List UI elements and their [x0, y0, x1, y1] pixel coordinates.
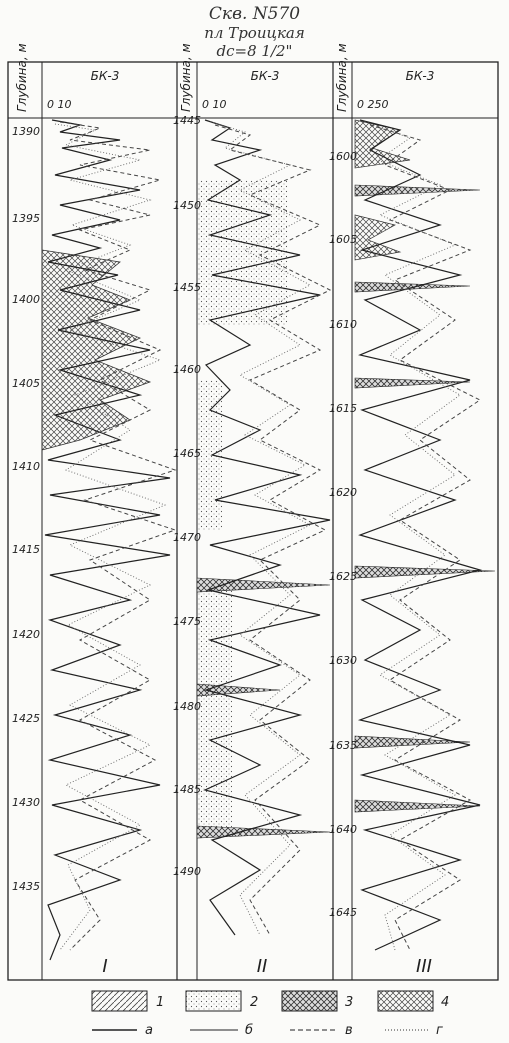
depth-header-2: Глубина, м	[179, 43, 193, 112]
legend-letter-g: г	[436, 1023, 443, 1038]
depth-label-2-8: 1485	[173, 783, 201, 796]
cross-band-2a	[197, 578, 330, 592]
dotted-zone-2c	[197, 590, 232, 830]
numeral-1: I	[102, 956, 108, 977]
cross-band-3a	[355, 185, 480, 196]
well-title: Скв. N570	[208, 4, 301, 24]
legend-swatch-4	[378, 991, 433, 1011]
area-title: пл Троицкая	[204, 24, 305, 42]
legend-letter-v: в	[345, 1023, 353, 1038]
depth-label-3-1: 1605	[329, 233, 357, 246]
diameter-title: dc=8 1/2"	[216, 42, 293, 60]
depth-label-3-8: 1640	[329, 823, 357, 836]
depth-header-1: Глубина, м	[15, 43, 29, 112]
depth-label-2-9: 1490	[173, 865, 201, 878]
legend-lines	[92, 1023, 443, 1038]
crosshatch-zone-3b	[355, 215, 400, 260]
depth-label-1-0: 1390	[12, 125, 40, 138]
crosshatch-zone-1	[42, 250, 150, 450]
depth-label-1-2: 1400	[12, 293, 40, 306]
legend-num-1: 1	[156, 995, 165, 1010]
depth-label-1-8: 1430	[12, 796, 40, 809]
scale-2: 0 10	[202, 98, 227, 111]
depth-label-3-7: 1635	[329, 739, 357, 752]
legend-letter-b: б	[245, 1023, 254, 1038]
legend-swatch-3	[282, 991, 337, 1011]
numeral-3: III	[416, 956, 432, 977]
column-2	[173, 43, 333, 980]
depth-label-1-6: 1420	[12, 628, 40, 641]
depth-label-3-4: 1620	[329, 486, 357, 499]
cross-band-3f	[355, 800, 480, 812]
depth-label-2-2: 1455	[173, 281, 201, 294]
cross-band-3e	[355, 736, 470, 748]
depth-label-3-0: 1600	[329, 150, 357, 163]
depth-label-3-2: 1610	[329, 318, 357, 331]
legend-swatch-1	[92, 991, 147, 1011]
legend-letter-a: а	[145, 1023, 153, 1038]
depth-label-2-1: 1450	[173, 199, 201, 212]
cross-band-2c	[197, 826, 330, 838]
depth-label-3-5: 1625	[329, 570, 357, 583]
depth-label-1-4: 1410	[12, 460, 40, 473]
depth-label-1-9: 1435	[12, 880, 40, 893]
depth-label-2-5: 1470	[173, 531, 201, 544]
depth-header-3: Глубина, м	[335, 43, 349, 112]
legend-num-2: 2	[250, 995, 259, 1010]
depth-label-2-3: 1460	[173, 363, 201, 376]
column-1	[12, 43, 177, 980]
depth-label-1-7: 1425	[12, 712, 40, 725]
depth-label-3-9: 1645	[329, 906, 357, 919]
depth-label-1-3: 1405	[12, 377, 40, 390]
curve-header-2: БК-3	[250, 69, 280, 83]
depth-label-2-6: 1475	[173, 615, 201, 628]
curve-header-3: БК-3	[405, 69, 435, 83]
cross-band-2b	[197, 684, 280, 696]
legend-num-4: 4	[441, 995, 450, 1010]
depth-label-3-3: 1615	[329, 402, 357, 415]
depth-label-1-1: 1395	[12, 212, 40, 225]
scale-1: 0 10	[47, 98, 72, 111]
legend-num-3: 3	[345, 995, 354, 1010]
depth-label-2-4: 1465	[173, 447, 201, 460]
numeral-2: II	[256, 956, 268, 977]
legend-swatch-2	[186, 991, 241, 1011]
legend-patterns	[92, 991, 449, 1011]
scale-3: 0 250	[357, 98, 389, 111]
dotted-zone-2a	[197, 180, 287, 325]
column-3	[329, 43, 495, 980]
depth-label-1-5: 1415	[12, 543, 40, 556]
depth-label-3-6: 1630	[329, 654, 357, 667]
curve-header-1: БК-3	[90, 69, 120, 83]
depth-label-2-0: 1445	[173, 114, 201, 127]
depth-label-2-7: 1480	[173, 700, 201, 713]
